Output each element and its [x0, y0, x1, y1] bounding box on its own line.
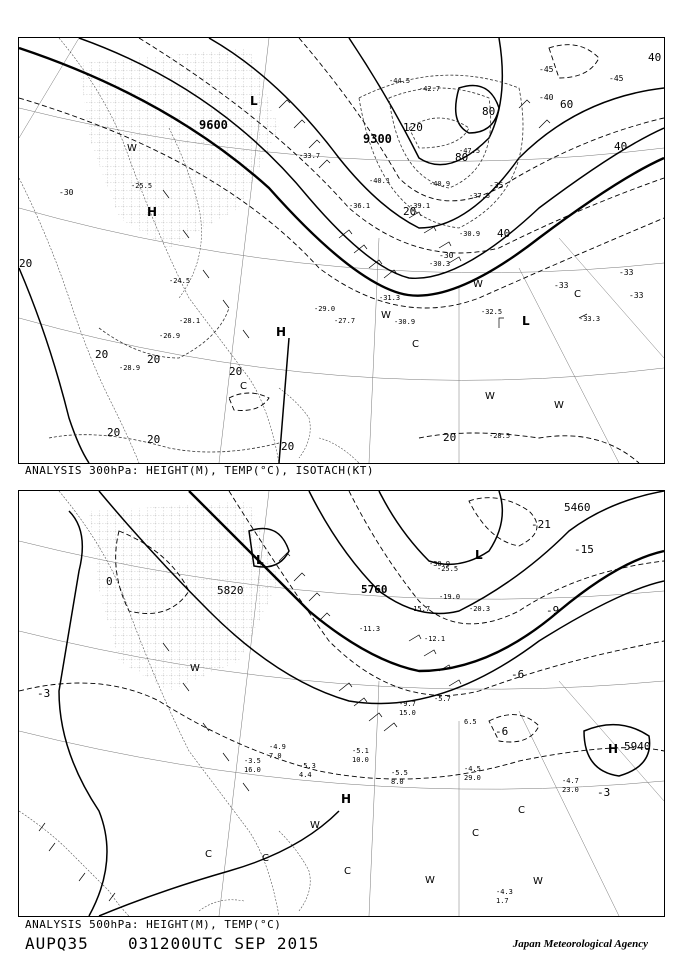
- temp-label: -9: [546, 604, 560, 617]
- station-obs: -4.3: [496, 888, 513, 896]
- height-label: 5460: [564, 501, 591, 514]
- temp-label: -33: [629, 291, 644, 300]
- station-obs: 23.0: [562, 786, 579, 794]
- station-obs: -29.0: [314, 305, 336, 313]
- station-obs: -33.7: [299, 152, 321, 160]
- isotach-label: 20: [443, 431, 457, 444]
- station-obs: -25.5: [437, 565, 459, 573]
- temp-label: -3: [37, 687, 51, 700]
- cold-marker: C: [574, 289, 581, 300]
- station-obs: -28.9: [119, 364, 141, 372]
- terrain-hatch: [89, 501, 279, 691]
- isotach-label: 20: [147, 353, 161, 366]
- station-observations: [244, 560, 579, 905]
- cold-marker: C: [262, 853, 269, 864]
- station-obs: 4.4: [299, 771, 312, 779]
- isotach-label: 120: [403, 121, 423, 134]
- station-obs: 10.0: [352, 756, 369, 764]
- temp-label: -33: [619, 268, 634, 277]
- height-label: 5940: [624, 740, 651, 753]
- cold-marker: C: [518, 805, 525, 816]
- temp-label: -33: [554, 281, 569, 290]
- chart-500hpa: [18, 490, 665, 917]
- station-obs: -30.9: [394, 318, 416, 326]
- station-obs: -15.7: [409, 605, 431, 613]
- height-label: 5820: [217, 584, 244, 597]
- station-obs: 7.0: [269, 752, 282, 760]
- low-center: L: [475, 548, 483, 562]
- station-obs: -12.1: [424, 635, 446, 643]
- station-obs: -26.9: [159, 332, 181, 340]
- warm-marker: W: [190, 663, 200, 674]
- station-obs: -31.3: [379, 294, 401, 302]
- high-center: H: [341, 792, 352, 806]
- station-obs: -27.7: [334, 317, 356, 325]
- isotach-label: 20: [403, 205, 417, 218]
- station-obs: 29.0: [464, 774, 481, 782]
- station-obs: -40.9: [429, 180, 451, 188]
- temp-label: -3: [597, 786, 611, 799]
- station-obs: -3.5: [244, 757, 261, 765]
- temp-label: -21: [531, 518, 551, 531]
- isotach-label: 80: [455, 151, 469, 164]
- station-obs: 8.0: [391, 778, 404, 786]
- warm-marker: W: [473, 279, 483, 290]
- isotach-label: 20: [281, 440, 295, 453]
- cold-marker: C: [240, 381, 247, 392]
- station-obs: -36.1: [349, 202, 371, 210]
- station-obs: -4.9: [269, 743, 286, 751]
- warm-marker: W: [554, 400, 564, 411]
- station-obs: -33.3: [579, 315, 601, 323]
- isotach-label: 40: [497, 227, 511, 240]
- station-obs: -5.7: [434, 695, 451, 703]
- cold-marker: C: [205, 849, 212, 860]
- height-label: 5760: [361, 583, 388, 596]
- station-obs: -4.5: [464, 765, 481, 773]
- isotach-label: 20: [107, 426, 121, 439]
- temp-label: -45: [539, 65, 554, 74]
- station-obs: -9.7: [399, 700, 416, 708]
- isotach-label: 20: [95, 348, 109, 361]
- station-obs: -37.5: [469, 192, 491, 200]
- chart-300hpa: [18, 37, 665, 464]
- chart-500hpa-map: [19, 491, 664, 916]
- station-obs: -40.1: [369, 177, 391, 185]
- isotach-label: 60: [560, 98, 574, 111]
- temp-label: -30: [59, 188, 74, 197]
- temp-label: -15: [574, 543, 594, 556]
- temp-label: -40: [539, 93, 554, 102]
- station-obs: -30.3: [429, 260, 451, 268]
- warm-marker: W: [533, 876, 543, 887]
- low-center: L: [250, 94, 258, 108]
- warm-marker: W: [381, 310, 391, 321]
- isotach-label: 40: [648, 51, 662, 64]
- station-obs: -44.5: [389, 77, 411, 85]
- temp-label: 0: [106, 575, 113, 588]
- station-obs: -19.0: [439, 593, 461, 601]
- cold-marker: C: [472, 828, 479, 839]
- product-code: AUPQ35: [25, 934, 89, 953]
- low-center: L: [256, 553, 264, 567]
- station-obs: -30.9: [429, 560, 451, 568]
- cold-marker: C: [344, 866, 351, 877]
- station-obs: 15.0: [399, 709, 416, 717]
- station-obs: -11.3: [359, 625, 381, 633]
- warm-marker: W: [310, 820, 320, 831]
- station-obs: -20.3: [469, 605, 491, 613]
- station-obs: 6.5: [464, 718, 477, 726]
- caption-300hpa: ANALYSIS 300hPa: HEIGHT(M), TEMP(°C), ISOTACH(KT): [25, 464, 375, 477]
- station-obs: -28.1: [179, 317, 201, 325]
- station-obs: 16.0: [244, 766, 261, 774]
- warm-marker: W: [127, 143, 137, 154]
- station-obs: -24.5: [169, 277, 191, 285]
- isotach-label: 20: [229, 365, 243, 378]
- isotach-label: 40: [614, 140, 628, 153]
- station-obs: -30.9: [459, 230, 481, 238]
- isotach-label: 80: [482, 105, 496, 118]
- isotach-label: 20: [147, 433, 161, 446]
- height-labels: [217, 501, 651, 753]
- station-obs: -4.7: [562, 777, 579, 785]
- temp-label: -30: [439, 251, 454, 260]
- station-obs: -5.3: [299, 762, 316, 770]
- station-obs: -5.1: [352, 747, 369, 755]
- height-label: 9600: [199, 118, 228, 132]
- station-obs: -28.5: [489, 432, 511, 440]
- station-obs: -42.7: [419, 85, 441, 93]
- height-label: 9300: [363, 132, 392, 146]
- high-center: H: [147, 205, 158, 219]
- cold-marker: C: [412, 339, 419, 350]
- warm-cold-markers: [190, 663, 543, 887]
- terrain-hatch: [79, 48, 279, 248]
- station-obs: -39.1: [409, 202, 431, 210]
- chart-300hpa-map: [19, 38, 664, 463]
- station-obs: -5.5: [391, 769, 408, 777]
- agency-credit: Japan Meteorological Agency: [512, 938, 648, 950]
- temp-label: -6: [511, 668, 525, 681]
- station-obs: -25.5: [131, 182, 153, 190]
- caption-500hpa: ANALYSIS 500hPa: HEIGHT(M), TEMP(°C): [25, 918, 282, 931]
- station-obs: -32.5: [481, 308, 503, 316]
- temp-label: -6: [495, 725, 509, 738]
- temp-label: -35: [489, 181, 504, 190]
- warm-marker: W: [485, 391, 495, 402]
- high-center: H: [608, 742, 619, 756]
- low-center: L: [522, 314, 530, 328]
- isotach-label: 20: [19, 257, 33, 270]
- temp-label: -45: [609, 74, 624, 83]
- warm-marker: W: [425, 875, 435, 886]
- station-obs: 1.7: [496, 897, 509, 905]
- valid-time: 031200UTC SEP 2015: [128, 934, 320, 953]
- high-center: H: [276, 325, 287, 339]
- station-obs: -47.5: [459, 147, 481, 155]
